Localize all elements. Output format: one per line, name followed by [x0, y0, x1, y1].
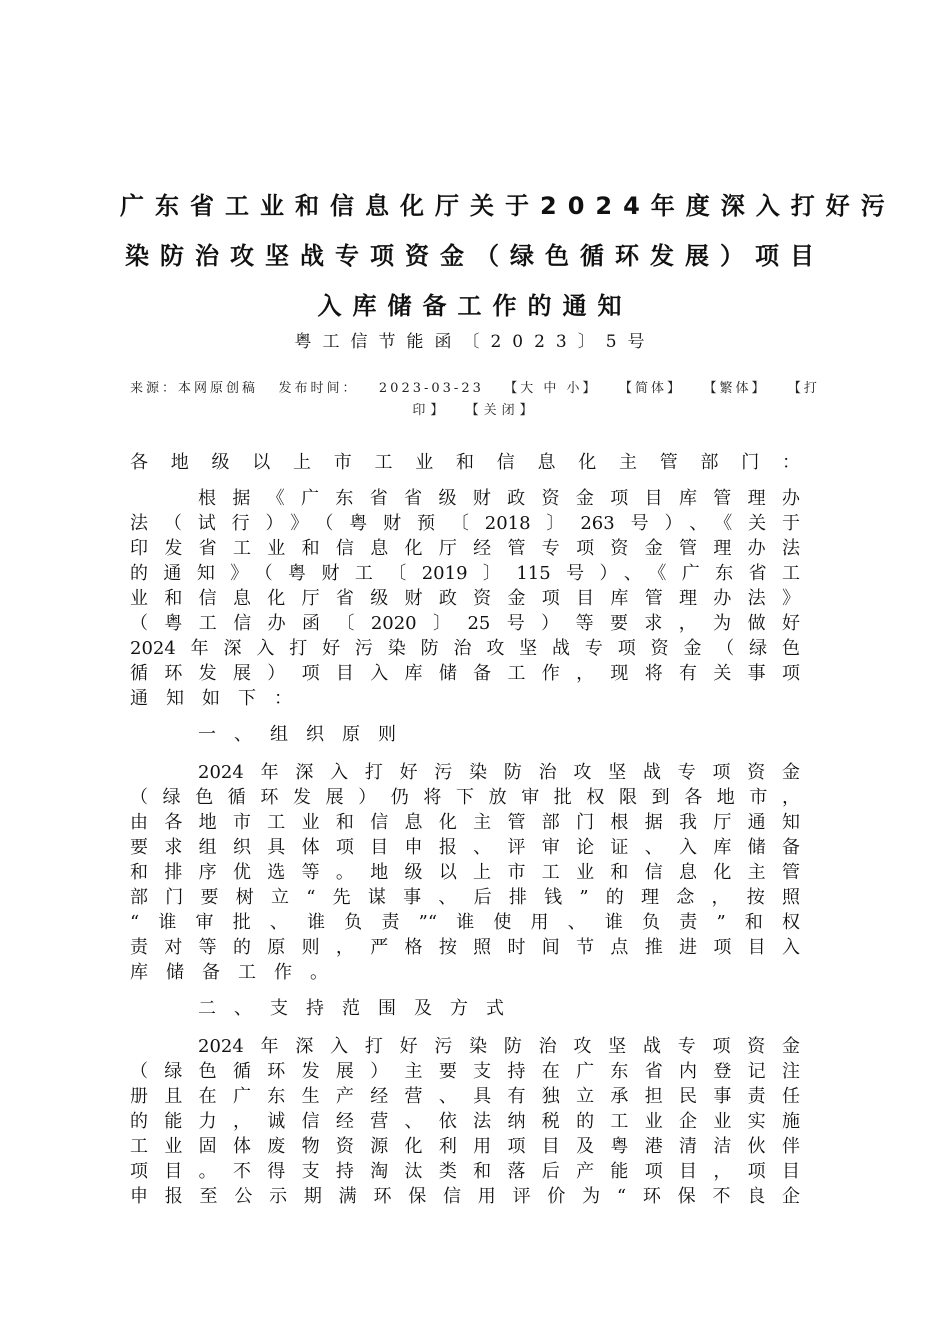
- paragraph-line: 工业固体废物资源化利用项目及粤港清洁伙伴: [130, 1136, 800, 1157]
- heading-2-block: [130, 996, 800, 1021]
- simplified-chinese-link[interactable]: 【简体】: [619, 381, 684, 396]
- title-line-1: 广东省工业和信息化厅关于2024年度深入打好污: [120, 192, 896, 220]
- paragraph-line: 的通知》（粤财工〔2019〕115号）、《广东省工: [130, 563, 800, 584]
- close-link[interactable]: 【关闭】: [465, 403, 538, 418]
- paragraph-line: 库储备工作。: [130, 962, 346, 983]
- salutation-block: [130, 450, 800, 475]
- print-link-part-1[interactable]: 【打: [787, 381, 820, 396]
- paragraph-line: 部门要树立“先谋事、后排钱”的理念，按照: [130, 887, 800, 908]
- paragraph-line: 法（试行）》（粤财预〔2018〕263号）、《关于: [130, 513, 800, 534]
- paragraph-line: 2024年深入打好污染防治攻坚战专项资金（绿色: [130, 638, 800, 659]
- heading-1-block: [130, 722, 800, 747]
- traditional-chinese-link[interactable]: 【繁体】: [703, 381, 768, 396]
- article-meta: [130, 378, 820, 422]
- paragraph-line: 通知如下：: [130, 688, 310, 709]
- paragraph-line: 册且在广东生产经营、具有独立承担民事责任: [130, 1086, 800, 1107]
- paragraph-line: 由各地市工业和信息化主管部门根据我厅通知: [130, 812, 800, 833]
- title-line-2: 染防治攻坚战专项资金（绿色循环发展）项目: [125, 242, 825, 270]
- paragraph-3: [130, 1034, 800, 1209]
- section-heading-2: 二、支持范围及方式: [198, 998, 522, 1019]
- publish-label: 发布时间：: [278, 381, 359, 396]
- paragraph-line: 和排序优选等。地级以上市工业和信息化主管: [130, 862, 800, 883]
- paragraph-line: 根据《广东省省级财政资金项目库管理办: [198, 488, 800, 509]
- paragraph-line: （粤工信办函〔2020〕25号）等要求，为做好: [130, 613, 800, 634]
- publish-date: 2023-03-23: [378, 381, 484, 396]
- paragraph-line: 要求组织具体项目申报、评审论证、入库储备: [130, 837, 800, 858]
- paragraph-line: 申报至公示期满环保信用评价为“环保不良企: [130, 1186, 800, 1207]
- document-number: 粤工信节能函〔2023〕5号: [294, 332, 656, 352]
- paragraph-line: 项目。不得支持淘汰类和落后产能项目，项目: [130, 1161, 800, 1182]
- meta-line-1: [130, 378, 820, 400]
- print-link-part-2[interactable]: 印】: [412, 403, 449, 418]
- section-heading-1: 一、组织原则: [198, 724, 414, 745]
- meta-line-2: [130, 400, 820, 422]
- title-line-3: 入库储备工作的通知: [317, 292, 633, 320]
- paragraph-line: 2024年深入打好污染防治攻坚战专项资金: [198, 1036, 800, 1057]
- paragraph-line: 的能力，诚信经营、依法纳税的工业企业实施: [130, 1111, 800, 1132]
- paragraph-line: （绿色循环发展）仍将下放审批权限到各地市，: [130, 787, 800, 808]
- paragraph-line: 印发省工业和信息化厅经管专项资金管理办法: [130, 538, 800, 559]
- paragraph-1: [130, 486, 800, 711]
- paragraph-line: （绿色循环发展）主要支持在广东省内登记注: [130, 1061, 800, 1082]
- salutation: 各地级以上市工业和信息化主管部门：: [130, 452, 800, 473]
- paragraph-2: [130, 760, 800, 985]
- paragraph-line: “谁审批、谁负责”“谁使用、谁负责”和权: [130, 912, 800, 933]
- paragraph-line: 循环发展）项目入库储备工作，现将有关事项: [130, 663, 800, 684]
- font-size-toggle[interactable]: 【大 中 小】: [504, 381, 599, 396]
- source-label: 来源：本网原创稿: [130, 381, 259, 396]
- paragraph-line: 2024年深入打好污染防治攻坚战专项资金: [198, 762, 800, 783]
- paragraph-line: 业和信息化厅省级财政资金项目库管理办法》: [130, 588, 800, 609]
- paragraph-line: 责对等的原则，严格按照时间节点推进项目入: [130, 937, 800, 958]
